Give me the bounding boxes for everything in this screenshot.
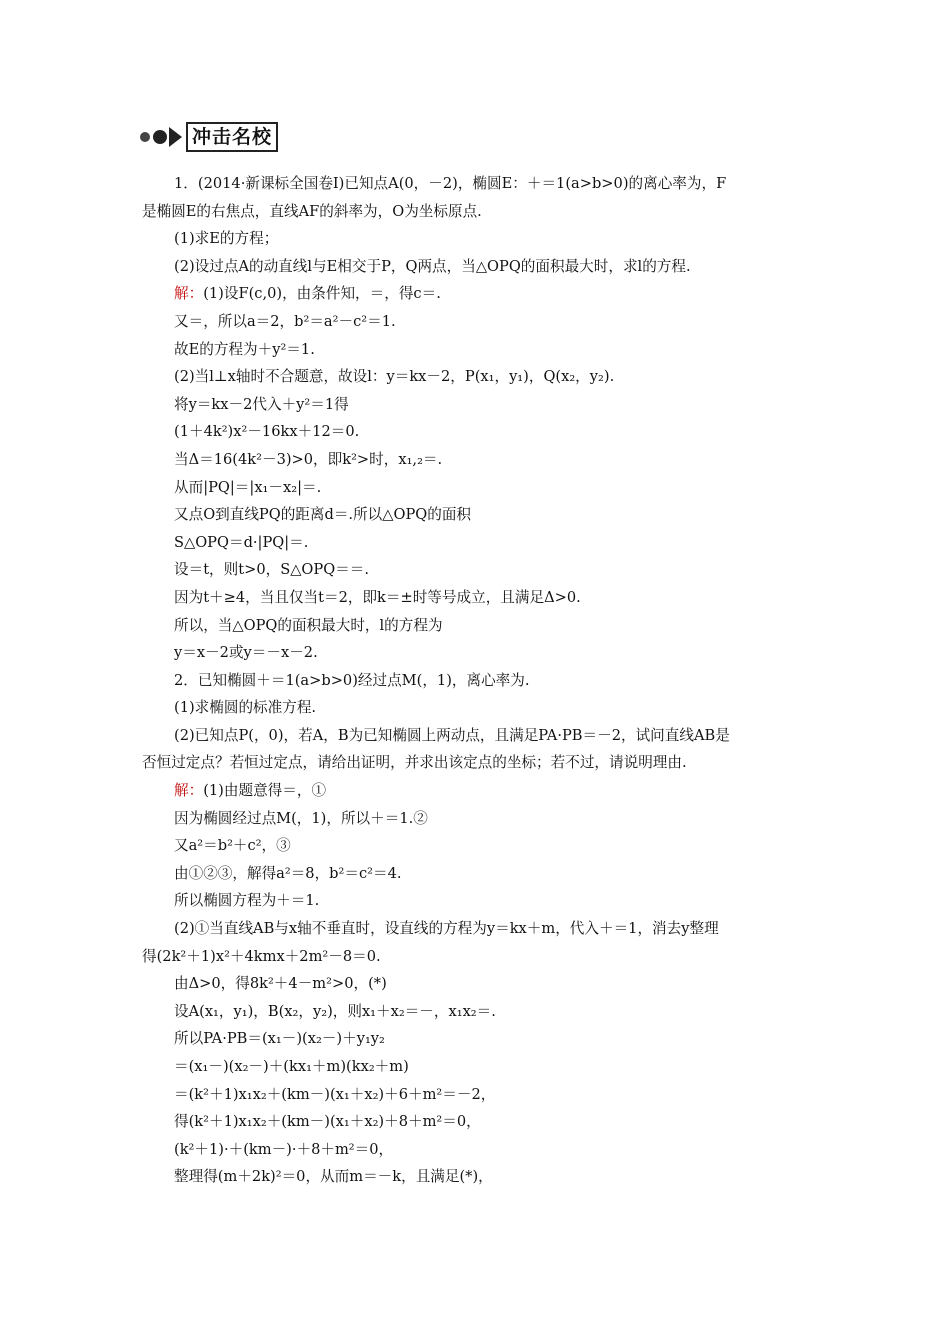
- text-line: [142, 446, 818, 474]
- text-line: [142, 1163, 818, 1191]
- text-line-content: 故E的方程为＋y²＝1.: [174, 340, 315, 358]
- text-line-content: 又＝，所以a＝2，b²＝a²－c²＝1.: [174, 312, 396, 330]
- text-line: [142, 253, 818, 281]
- text-line-content: 因为t＋≥4，当且仅当t＝2，即k＝±时等号成立，且满足Δ>0.: [174, 588, 581, 606]
- bullet-dot-icon: [140, 132, 150, 142]
- text-line: [142, 832, 818, 860]
- text-line: [142, 970, 818, 998]
- text-line-content: 从而|PQ|＝|x₁－x₂|＝.: [174, 478, 322, 496]
- section-header: [140, 122, 278, 152]
- text-line-content: 所以，当△OPQ的面积最大时，l的方程为: [174, 616, 443, 634]
- text-line-content: (k²＋1)·＋(km－)·＋8＋m²＝0，: [174, 1140, 394, 1158]
- text-line-content: S△OPQ＝d·|PQ|＝.: [174, 533, 309, 551]
- text-line: [142, 1053, 818, 1081]
- text-line: [142, 805, 818, 833]
- text-line-content: y＝x－2或y＝－x－2.: [174, 644, 318, 662]
- text-line-content: 因为椭圆经过点M(，1)，所以＋＝1.②: [174, 809, 428, 827]
- text-line: [142, 887, 818, 915]
- text-line-content: (1＋4k²)x²－16kx＋12＝0.: [174, 423, 360, 441]
- text-line-content: (1)设F(c,0)，由条件知，＝，得c＝.: [203, 285, 441, 303]
- section-title: 冲击名校: [186, 122, 278, 152]
- text-line-content: (2)①当直线AB与x轴不垂直时，设直线的方程为y＝kx＋m，代入＋＝1，消去y整理: [174, 920, 719, 938]
- text-line: [142, 777, 818, 805]
- text-line-content: 由①②③，解得a²＝8，b²＝c²＝4.: [174, 864, 402, 882]
- text-line-content: (2)已知点P(，0)，若A，B为已知椭圆上两动点，且满足PA·PB＝－2，试问直线AB是: [174, 726, 730, 744]
- text-line: [142, 225, 818, 253]
- text-line: [142, 1136, 818, 1164]
- text-line: [142, 860, 818, 888]
- text-line-content: 否恒过定点？若恒过定点，请给出证明，并求出该定点的坐标；若不过，请说明理由.: [142, 754, 687, 772]
- text-line-content: 2．已知椭圆＋＝1(a>b>0)经过点M(，1)，离心率为.: [174, 671, 530, 689]
- text-line-content: ＝(x₁－)(x₂－)＋(kx₁＋m)(kx₂＋m): [174, 1058, 409, 1075]
- text-line: [142, 198, 818, 226]
- text-line-content: 由Δ>0，得8k²＋4－m²>0，(*): [174, 975, 387, 993]
- text-line-content: 将y＝kx－2代入＋y²＝1得: [174, 395, 349, 413]
- text-line: [142, 1025, 818, 1053]
- text-line: [142, 391, 818, 419]
- text-line-content: (1)求椭圆的标准方程.: [174, 699, 317, 717]
- text-line-content: 所以椭圆方程为＋＝1.: [174, 892, 320, 910]
- bullet-dot-large-icon: [153, 130, 167, 144]
- text-line: [142, 998, 818, 1026]
- text-line: [142, 556, 818, 584]
- text-line: [142, 363, 818, 391]
- text-line: [142, 418, 818, 446]
- text-line: [142, 612, 818, 640]
- text-line: [142, 667, 818, 695]
- text-line: [142, 722, 818, 750]
- text-line-content: 是椭圆E的右焦点，直线AF的斜率为，O为坐标原点.: [142, 202, 482, 220]
- text-line: [142, 336, 818, 364]
- arrow-right-icon: [169, 127, 182, 147]
- text-line: [142, 474, 818, 502]
- text-line-content: (1)求E的方程；: [174, 230, 279, 248]
- document-body: [142, 170, 818, 1191]
- text-line-content: 得(k²＋1)x₁x₂＋(km－)(x₁＋x₂)＋8＋m²＝0，: [174, 1113, 481, 1131]
- text-line-content: 1．(2014·新课标全国卷Ⅰ)已知点A(0，－2)，椭圆E：＋＝1(a>b>0)的离心率为，F: [174, 175, 727, 192]
- text-line: [142, 943, 818, 971]
- text-line: [142, 639, 818, 667]
- text-line-content: (1)由题意得＝，①: [203, 782, 327, 800]
- solution-label: 解：: [174, 782, 204, 800]
- text-line: [142, 280, 818, 308]
- text-line-content: (2)设过点A的动直线l与E相交于P，Q两点，当△OPQ的面积最大时，求l的方程.: [174, 257, 691, 275]
- text-line-content: 又点O到直线PQ的距离d＝.所以△OPQ的面积: [174, 506, 472, 524]
- text-line-content: 设A(x₁，y₁)，B(x₂，y₂)，则x₁＋x₂＝－，x₁x₂＝.: [174, 1002, 496, 1020]
- text-line: [142, 749, 818, 777]
- text-line-content: 得(2k²＋1)x²＋4kmx＋2m²－8＝0.: [142, 947, 381, 965]
- text-line-content: 设＝t，则t>0，S△OPQ＝＝.: [174, 561, 370, 579]
- text-line-content: 又a²＝b²＋c²，③: [174, 837, 291, 855]
- text-line: [142, 1081, 818, 1109]
- text-line: [142, 915, 818, 943]
- text-line-content: ＝(k²＋1)x₁x₂＋(km－)(x₁＋x₂)＋6＋m²＝－2，: [174, 1085, 496, 1103]
- text-line: [142, 584, 818, 612]
- text-line-content: 整理得(m＋2k)²＝0，从而m＝－k，且满足(*)，: [174, 1168, 493, 1186]
- text-line: [142, 170, 818, 198]
- text-line-content: 当Δ＝16(4k²－3)>0，即k²>时，x₁,₂＝.: [174, 450, 443, 468]
- text-line-content: 所以PA·PB＝(x₁－)(x₂－)＋y₁y₂: [174, 1030, 385, 1048]
- text-line-content: (2)当l⊥x轴时不合题意，故设l：y＝kx－2，P(x₁，y₁)，Q(x₂，y₂).: [174, 368, 615, 386]
- solution-label: 解：: [174, 285, 204, 303]
- text-line: [142, 1108, 818, 1136]
- text-line: [142, 694, 818, 722]
- text-line: [142, 308, 818, 336]
- text-line: [142, 501, 818, 529]
- text-line: [142, 529, 818, 557]
